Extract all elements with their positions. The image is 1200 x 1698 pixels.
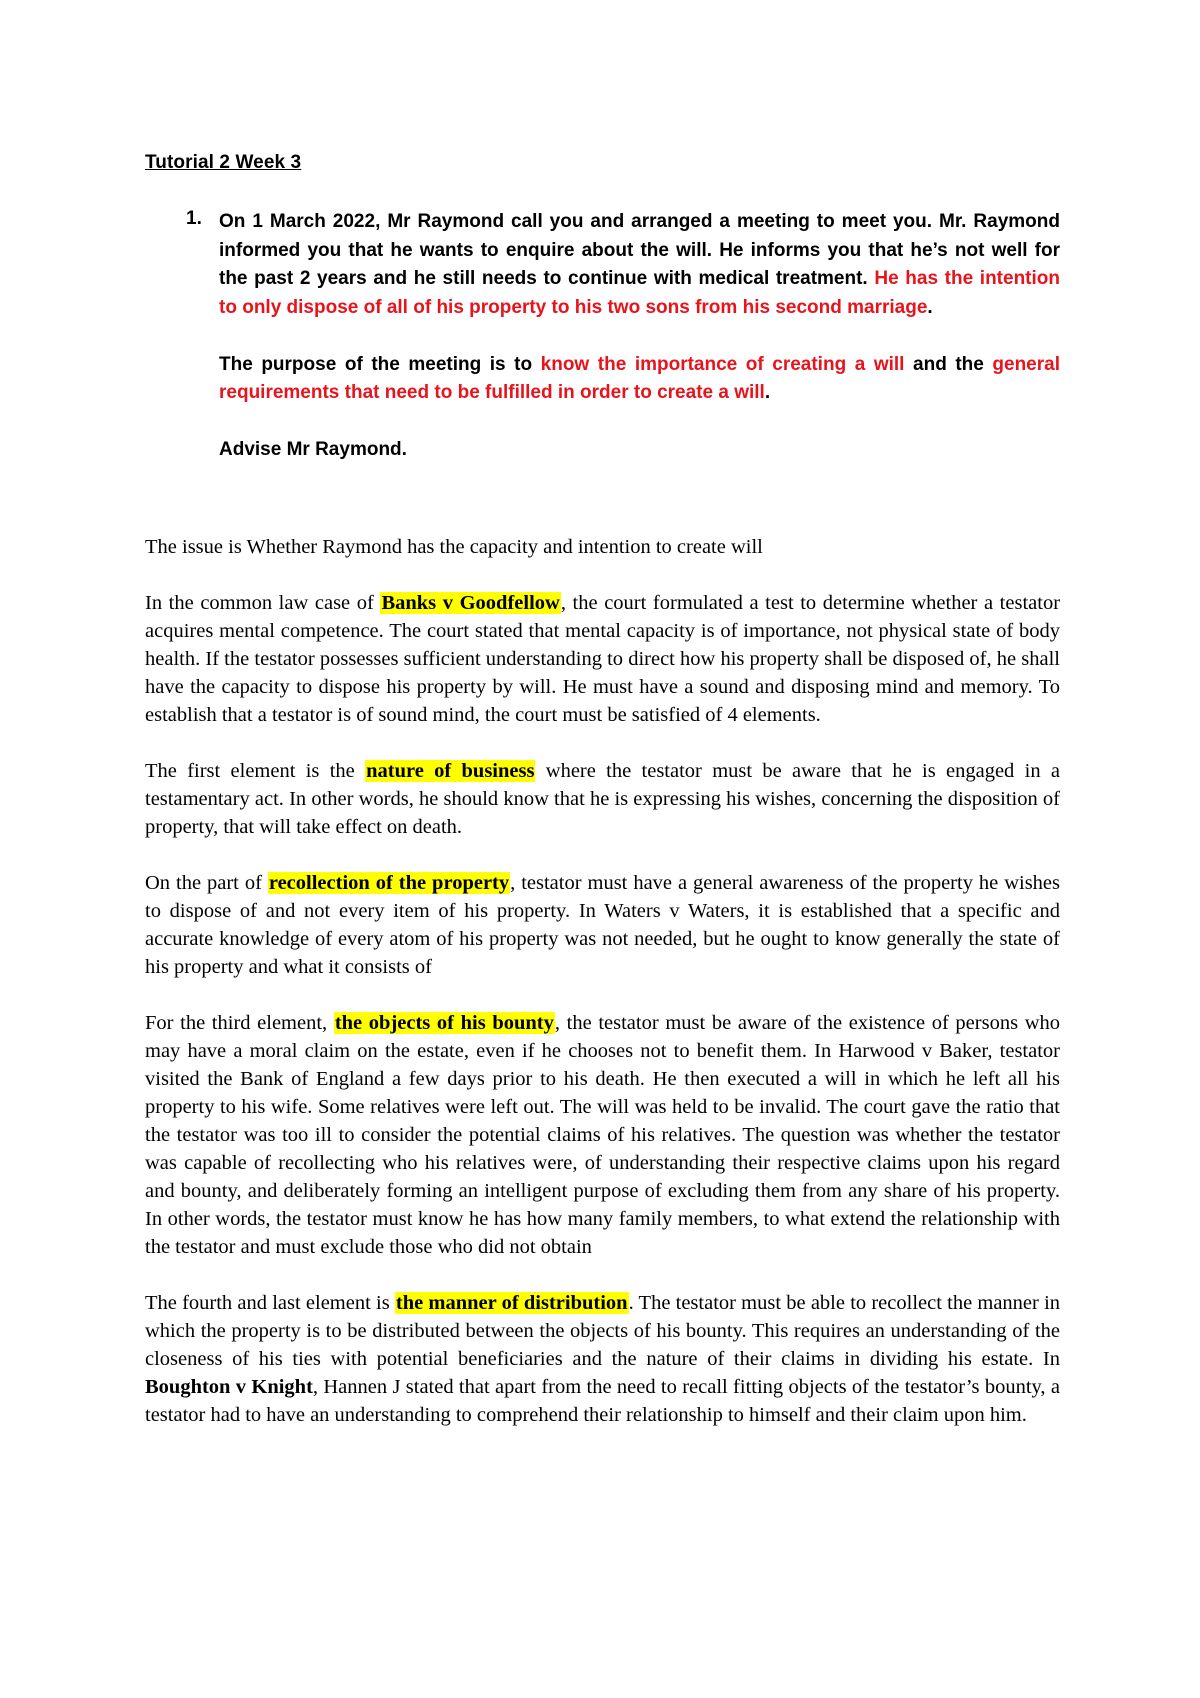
question-block xyxy=(219,208,1060,465)
punctuation: . xyxy=(764,382,771,403)
question-intention-red: He has the intention to only dispose of all of his property to his two sons from his second marriage xyxy=(219,268,1060,318)
text: , testator must have a general awareness of the property he wishes to dispose of and not every item of his property. In Waters v Waters, it is established that a specific and accurate knowledge of every atom of his property was not needed, but he ought to know generally the state of his property and what it consists of xyxy=(145,872,1061,978)
paragraph-manner-of-distribution xyxy=(145,1289,1060,1429)
question-paragraph-1 xyxy=(219,208,1060,322)
question-text: The purpose of the meeting is to xyxy=(219,353,541,375)
answer-body xyxy=(145,533,1060,1457)
text: The first element is the xyxy=(145,760,366,782)
text: On the part of xyxy=(145,872,268,894)
spacer xyxy=(219,322,1060,351)
text: The fourth and last element is xyxy=(145,1292,395,1314)
question-advise: Advise Mr Raymond. xyxy=(219,439,407,460)
highlight-element-3: the objects of his bounty xyxy=(334,1012,554,1034)
question-purpose-red-2: general requirements that need to be fulfilled in order to create a will xyxy=(219,353,1060,403)
punctuation: . xyxy=(927,296,933,318)
text: , the court formulated a test to determine whether a testator acquires mental competence. The court stated that mental capacity is of importance, not physical state of body health. If the testator possesses sufficient understanding to direct how his property shall be disposed of, he shall have the capacity to dispose his property by will. He must have a sound and disposing mind and memory. To establish that a testator is of sound mind, the court must be satisfied of 4 elements. xyxy=(145,592,1061,726)
question-paragraph-2 xyxy=(219,351,1060,408)
bold-case-name: Boughton v Knight xyxy=(145,1376,313,1398)
issue-statement: The issue is Whether Raymond has the capacity and intention to create will xyxy=(145,536,763,558)
highlight-element-2: recollection of the property xyxy=(268,872,510,894)
text: , Hannen J stated that apart from the need to recall fitting objects of the testator’s bounty, a testator had to have an understanding to comprehend their relationship to himself and their claim upon him. xyxy=(145,1376,1060,1426)
question-text: On 1 March 2022, Mr Raymond call you and arranged a meeting to meet you. Mr. Raymond informed you that he wants to enquire about the will. He informs you that he’s not well for the past 2 years and he still needs to continue with medical treatment. xyxy=(219,211,1060,289)
text: For the third element, xyxy=(145,1012,334,1034)
highlight-case-name: Banks v Goodfellow xyxy=(381,592,560,614)
question-number: 1. xyxy=(186,208,202,229)
paragraph-objects-of-bounty xyxy=(145,1009,1060,1261)
highlight-element-1: nature of business xyxy=(366,760,535,782)
text: . The testator must be able to recollect the manner in which the property is to be distributed between the objects of his bounty. This requires an understanding of the closeness of his ties with potential beneficiaries and the nature of their claims in dividing his estate. In xyxy=(145,1292,1061,1370)
spacer xyxy=(219,408,1060,437)
highlight-element-4: the manner of distribution xyxy=(395,1292,628,1314)
document-title: Tutorial 2 Week 3 xyxy=(145,152,302,173)
text: , the testator must be aware of the existence of persons who may have a moral claim on the estate, even if he chooses not to benefit them. In Harwood v Baker, testator visited the Bank of England a few days prior to his death. He then executed a will in which he left all his property to his wife. Some relatives were left out. The will was held to be invalid. The court gave the ratio that the testator was too ill to consider the potential claims of his relatives. The question was whether the testator was capable of recollecting who his relatives were, of understanding their respective claims upon his regard and bounty, and deliberately forming an intelligent purpose of excluding them from any share of his property. In other words, the testator must know he has how many family members, to what extend the relationship with the testator and must exclude those who did not obtain xyxy=(145,1012,1060,1258)
text: where the testator must be aware that he is engaged in a testamentary act. In other words, he should know that he is expressing his wishes, concerning the disposition of property, that will take effect on death. xyxy=(145,760,1060,838)
paragraph-banks-v-goodfellow xyxy=(145,589,1060,729)
question-text: and the xyxy=(904,353,993,375)
paragraph-recollection-of-property xyxy=(145,869,1060,981)
question-purpose-red-1: know the importance of creating a will xyxy=(540,353,905,375)
paragraph-nature-of-business xyxy=(145,757,1060,841)
text: In the common law case of xyxy=(145,592,381,614)
